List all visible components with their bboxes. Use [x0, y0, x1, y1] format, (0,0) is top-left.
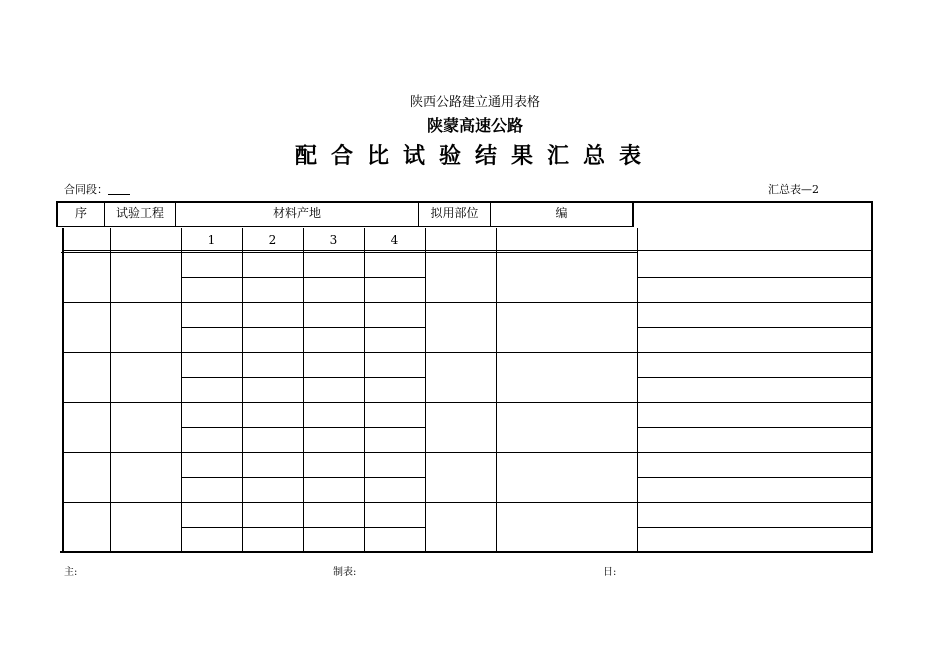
form-title: 配合比试验结果汇总表: [294, 144, 655, 169]
material-subcolumn-3: 3: [329, 233, 338, 247]
header-bottom-border: [56, 226, 633, 227]
contract-blank: [108, 185, 130, 195]
header-proposed-use: 拟用部位: [430, 206, 479, 220]
prepared-by-label: 制表:: [333, 567, 357, 578]
header-test-project: 试验工程: [115, 206, 164, 220]
right-area-first-border: [62, 250, 872, 251]
header-right-border: [632, 201, 634, 227]
chief-label: 主:: [64, 567, 78, 578]
header-material-origin: 材料产地: [272, 206, 321, 220]
contract-label: 合同段：: [64, 183, 108, 196]
row-split-right: [637, 277, 872, 278]
material-subcolumn-1: 1: [207, 233, 216, 247]
header-edit: 编: [555, 206, 568, 220]
org-line: 陕西公路建立通用表格: [409, 95, 540, 110]
row-split-material: [181, 427, 425, 428]
date-label: 日:: [603, 567, 617, 578]
row-group-border: [62, 402, 872, 403]
row-split-material: [181, 327, 425, 328]
row-split-right: [637, 327, 872, 328]
row-group-border: [62, 452, 872, 453]
contract-section: [64, 184, 130, 195]
row-split-material: [181, 477, 425, 478]
table-top-border: [56, 201, 873, 203]
row-group-border: [62, 502, 872, 503]
row-split-right: [637, 477, 872, 478]
form-number: 汇总表—2: [768, 183, 819, 196]
row-split-right: [637, 427, 872, 428]
subheader-bottom-border: [61, 252, 638, 253]
material-subcolumn-2: 2: [268, 233, 277, 247]
header-seq: 序: [74, 206, 87, 220]
row-split-material: [181, 377, 425, 378]
row-group-border: [62, 352, 872, 353]
table-bottom-border: [60, 551, 873, 553]
row-split-right: [637, 527, 872, 528]
row-split-material: [181, 277, 425, 278]
material-subcolumn-4: 4: [390, 233, 399, 247]
row-split-right: [637, 377, 872, 378]
row-split-material: [181, 527, 425, 528]
table-left-border: [62, 228, 64, 552]
project-name: 陕蒙高速公路: [426, 116, 523, 135]
row-group-border: [62, 302, 872, 303]
